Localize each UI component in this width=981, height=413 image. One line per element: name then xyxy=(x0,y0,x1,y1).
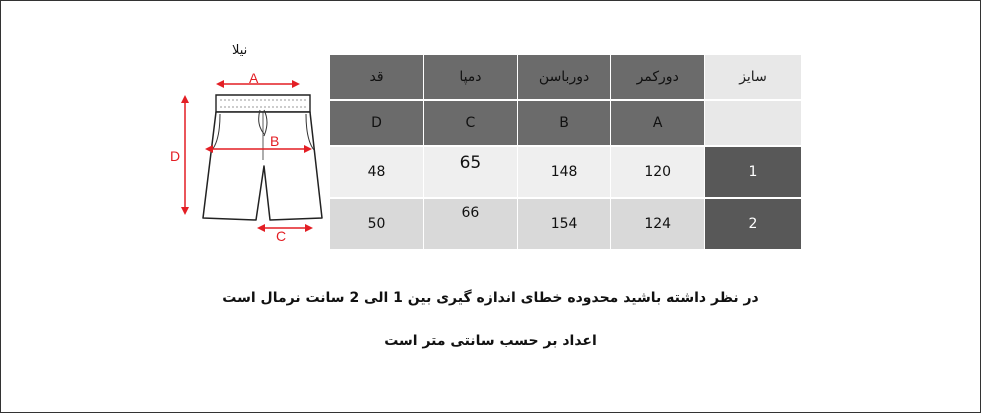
measure-d-arrow xyxy=(181,95,189,215)
size-cell: 2 xyxy=(705,198,802,250)
hip-value: 154 xyxy=(517,198,611,250)
measure-b-label: B xyxy=(270,133,280,149)
measure-c-label: C xyxy=(276,228,287,244)
code-d: D xyxy=(330,100,424,146)
code-b: B xyxy=(517,100,611,146)
header-length: قد xyxy=(330,55,424,100)
waist-value: 124 xyxy=(611,198,705,250)
length-value: 48 xyxy=(330,146,424,198)
measurement-note: در نظر داشته باشید محدوده خطای اندازه گیری بین 1 الی 2 سانت نرمال است xyxy=(222,290,759,306)
header-hip: دورباسن xyxy=(517,55,611,100)
code-c: C xyxy=(424,100,518,146)
size-table xyxy=(330,55,802,251)
shorts-diagram xyxy=(160,40,330,250)
table-header-row xyxy=(330,55,802,100)
size-cell: 1 xyxy=(705,146,802,198)
hip-value: 148 xyxy=(517,146,611,198)
brand-label: نیلا xyxy=(232,43,248,58)
hem-value: 66 xyxy=(424,198,518,250)
table-code-row xyxy=(330,100,802,146)
header-size: سایز xyxy=(705,55,802,100)
measure-d-label: D xyxy=(170,148,181,164)
measure-a-label: A xyxy=(249,70,259,86)
code-a: A xyxy=(611,100,705,146)
waist-value: 120 xyxy=(611,146,705,198)
code-empty xyxy=(705,100,802,146)
units-note: اعداد بر حسب سانتی متر است xyxy=(384,333,597,349)
length-value: 50 xyxy=(330,198,424,250)
hem-value: 65 xyxy=(424,146,518,198)
table-row xyxy=(330,146,802,198)
table-row xyxy=(330,198,802,250)
header-waist: دورکمر xyxy=(611,55,705,100)
header-hem: دمپا xyxy=(424,55,518,100)
